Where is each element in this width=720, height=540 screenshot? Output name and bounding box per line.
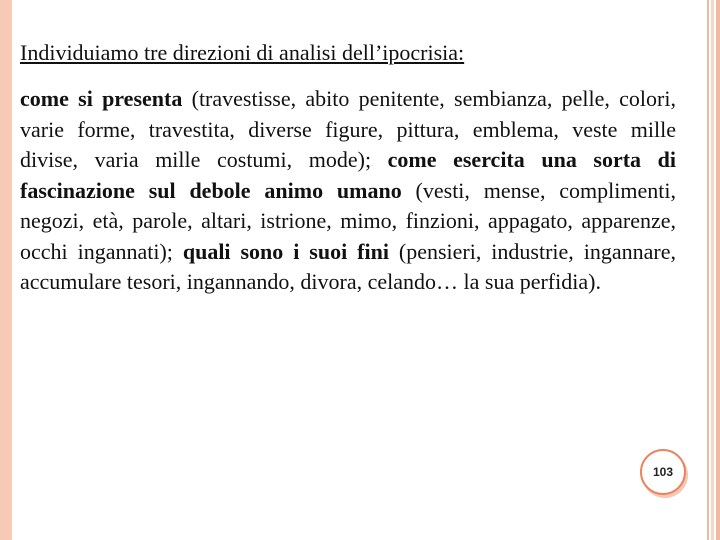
heading-colon: :: [458, 40, 465, 65]
bold-phrase-presenta: come si presenta: [20, 86, 183, 111]
left-border-decoration: [0, 0, 12, 540]
right-border-decoration: [707, 0, 720, 540]
text-segment-1: (travestisse, abito penitente, sembianza, pelle, colori, varie forme, travestita, diverse figure, pittura, emblema, veste mille divise, varia mille costumi, mode);: [20, 86, 676, 172]
slide-content: [20, 38, 676, 298]
text-segment-2: (vesti, mense, complimenti, negozi, età, parole, altari, istrione, mimo, finzioni, appagato, apparenze, occhi ingannati);: [20, 177, 676, 264]
text-segment-3: (pensieri, industrie, ingannare, accumulare tesori, ingannando, divora, celando… la sua perfidia).: [20, 238, 676, 294]
page-number: 103: [652, 465, 674, 479]
slide-heading: [20, 38, 676, 68]
page-number-badge: [640, 449, 686, 495]
bold-phrase-esercita: come esercita una sorta di fascinazione sul debole animo umano: [20, 147, 676, 203]
heading-text: Individuiamo tre direzioni di analisi dell’ipocrisia: [20, 40, 459, 65]
bold-phrase-fini: quali sono i suoi fini: [182, 238, 389, 264]
slide-paragraph: [20, 84, 676, 298]
